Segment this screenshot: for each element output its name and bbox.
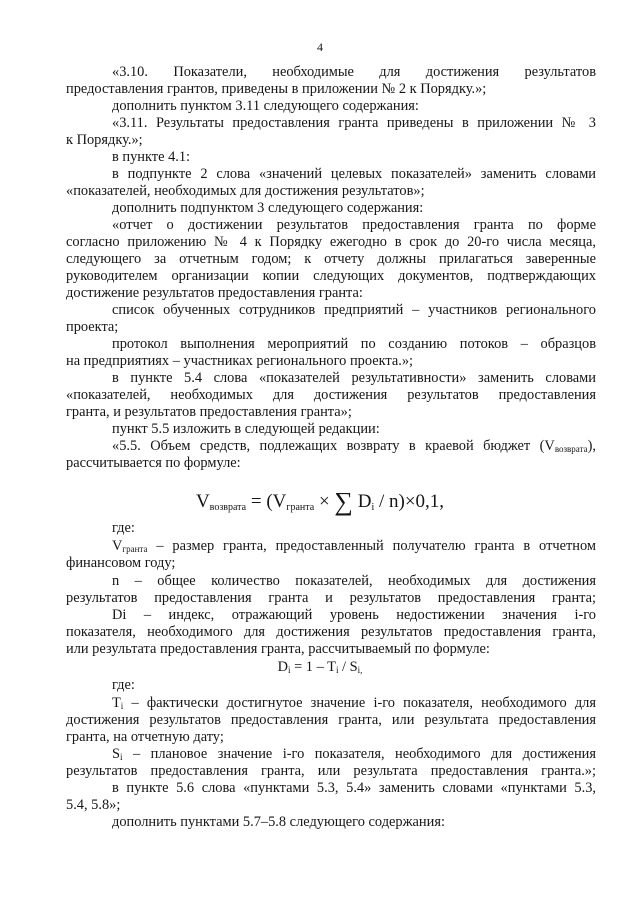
text-line: в пункте 4.1: [112,149,191,165]
text-line: в пункте 5.4 слова «показателей результативности» заменить словами [112,370,596,386]
text-line: пункт 5.5 изложить в следующей редакции: [112,421,380,437]
text-line: дополнить пунктом 3.11 следующего содержания: [112,98,419,114]
text-line: на предприятиях – участниках регионального проекта.»; [66,353,414,369]
index-formula: $D_i = 1 - T_i / S_{i,}$ [277,659,363,675]
text-line: «показателей, необходимых для достижения результатов»; [66,183,425,199]
text-line: согласно приложению № 4 к Порядку ежегодно в срок до 20-го числа месяца, [66,234,596,250]
text-line: n – общее количество показателей, необходимых для достижения [112,573,596,589]
text-line: «5.5. Объем средств, подлежащих возврату в краевой бюджет $(V_{возврата})$, [112,438,596,454]
text-line: к Порядку.»; [66,132,143,148]
text-line: 5.4, 5.8»; [66,797,121,813]
text-line: дополнить пунктами 5.7–5.8 следующего содержания: [112,814,445,830]
text-line: $T_i$ – фактически достигнутое значение i-го показателя, необходимого для [112,695,596,711]
text-line: гранта, и результатов предоставления гранта»; [66,404,352,420]
text-line: $V_{гранта}$ – размер гранта, предоставленный получателю гранта в отчетном [112,538,596,554]
text-line: предоставления грантов, приведены в приложении № 2 к Порядку.»; [66,81,487,97]
text-line: гранта, на отчетную дату; [66,729,224,745]
text-line: следующего за отчетным годом; к отчету должны прилагаться заверенные [66,251,596,267]
text-line: Di – индекс, отражающий уровень недостижении значения i-го [112,607,596,623]
text-line: список обученных сотрудников предприятий – участников регионального [112,302,596,318]
text-line: в подпункте 2 слова «значений целевых показателей» заменить словами [112,166,596,182]
text-line: результатов предоставления гранта, или результата предоставления гранта.»; [66,763,596,779]
text-line: «отчет о достижении результатов предоставления гранта по форме [112,217,596,233]
text-line: дополнить подпунктом 3 следующего содержания: [112,200,424,216]
text-line: проекта; [66,319,119,335]
text-line: руководителем организации копии следующих документов, подтверждающих [66,268,596,284]
text-line: показателя, необходимого для достижения результатов предоставления гранта, [66,624,596,640]
text-line: результатов предоставления гранта и результатов предоставления гранта; [66,590,596,606]
text-line: «показателей, необходимых для достижения результатов предоставления [66,387,596,403]
page-number: 4 [317,40,323,54]
text-line: $S_i$ – плановое значение i-го показателя, необходимого для достижения [112,746,596,762]
text-line: в пункте 5.6 слова «пунктами 5.3, 5.4» заменить словами «пунктами 5.3, [112,780,596,796]
text-line: где: [112,520,135,536]
text-line: протокол выполнения мероприятий по созданию потоков – образцов [112,336,596,352]
refund-formula: $V_{возврата} = (V_{гранта}$ × ∑ $D_i / n)\times 0,1$, [195,487,445,516]
text-line: «3.10. Показатели, необходимые для достижения результатов [112,64,596,80]
text-line: где: [112,677,135,693]
text-line: «3.11. Результаты предоставления гранта приведены в приложении № 3 [112,115,596,131]
text-line: достижение результатов предоставления гранта: [66,285,363,301]
text-line: финансовом году; [66,555,176,571]
text-line: рассчитывается по формуле: [66,455,241,471]
text-line: достижения результатов предоставления гранта, или результата предоставления [66,712,596,728]
text-line: или результата предоставления гранта, рассчитываемый по формуле: [66,641,490,657]
